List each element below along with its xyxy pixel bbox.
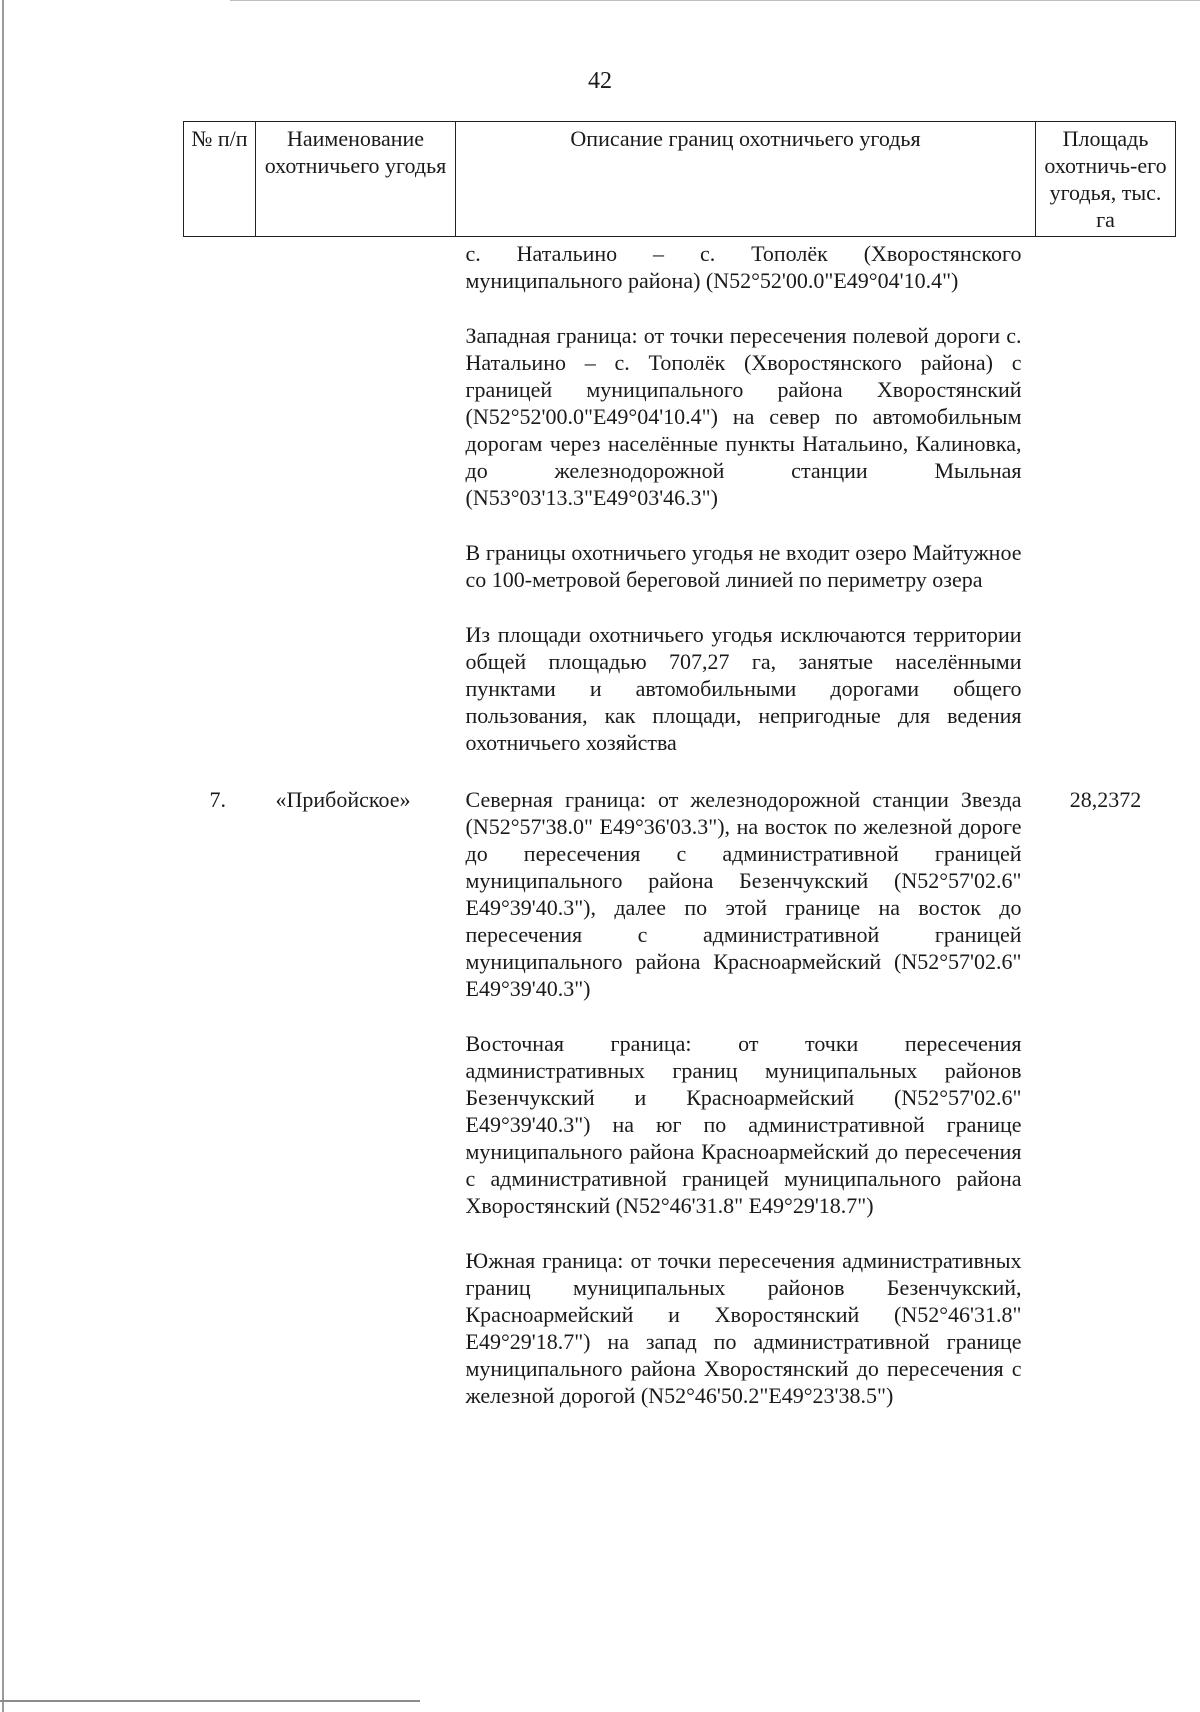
description-paragraph: Восточная граница: от точки пересечения административных границ муниципальных районов Безенчукский и Красноармейский (N52°57'02.6" E49°39'40.3") на юг по административной границе муниципального района Красноармейский до пересечения с административной границей муниципального района Хворостянский (N52°46'31.8" E49°29'18.7") [465,1031,1022,1218]
header-area: Площадь охотничь-его угодья, тыс. га [1036,122,1176,237]
description-paragraph: Западная граница: от точки пересечения полевой дороги с. Натальино – с. Тополёк (Хворостянского района) с границей муниципального района Хворостянский (N52°52'00.0"E49°04'10.4") на север по автомобильным дорогам через населённые пункты Натальино, Калиновка, до железнодорожной станции Мыльная (N53°03'13.3"E49°03'46.3") [465,323,1022,510]
scan-edge-left [2,0,4,1712]
description-paragraph: Южная граница: от точки пересечения административных границ муниципальных районов Безенчукский, Красноармейский и Хворостянский (N52°46'31.8" E49°29'18.7") на запад по административной границе муниципального района Хворостянский до пересечения с железной дорогой (N52°46'50.2"E49°23'38.5") [465,1248,1022,1408]
description-paragraph: Из площади охотничьего угодья исключаются территории общей площадью 707,27 га, занятые населёнными пунктами и автомобильными дорогами общего пользования, как площади, непригодные для ведения охотничьего хозяйства [465,622,1022,755]
scan-edge-top [230,0,1200,1]
scan-edge-bottom [0,1700,420,1702]
table-row [184,784,1176,1409]
table-row-continued [184,237,1176,785]
header-num: № п/п [184,122,256,237]
description-paragraph: с. Натальино – с. Тополёк (Хворостянского муниципального района) (N52°52'00.0"E49°04'10.4") [465,241,1022,293]
header-name: Наименование охотничьего угодья [256,122,456,237]
hunting-grounds-table [183,121,1176,1409]
row-name: «Прибойское» [275,787,411,812]
header-description: Описание границ охотничьего угодья [456,122,1036,237]
page-number: 42 [588,68,612,94]
cont-num-cell [184,237,256,785]
cont-name-cell [256,237,456,785]
row-description-cell [456,784,1036,1409]
table-header-row [184,122,1176,237]
cont-description-cell [456,237,1036,785]
description-paragraph: Северная граница: от железнодорожной станции Звезда (N52°57'38.0" E49°36'03.3"), на восток по железной дороге до пересечения с административной границей муниципального района Безенчукский (N52°57'02.6" E49°39'40.3"), далее по этой границе на восток до пересечения с административной границей муниципального района Красноармейский (N52°57'02.6" E49°39'40.3") [465,787,1022,1001]
description-paragraph: В границы охотничьего угодья не входит озеро Майтужное со 100-метровой береговой линией по периметру озера [465,540,1022,592]
cont-area-cell [1036,237,1176,785]
row-area: 28,2372 [1069,787,1142,812]
row-num: 7. [209,787,226,812]
